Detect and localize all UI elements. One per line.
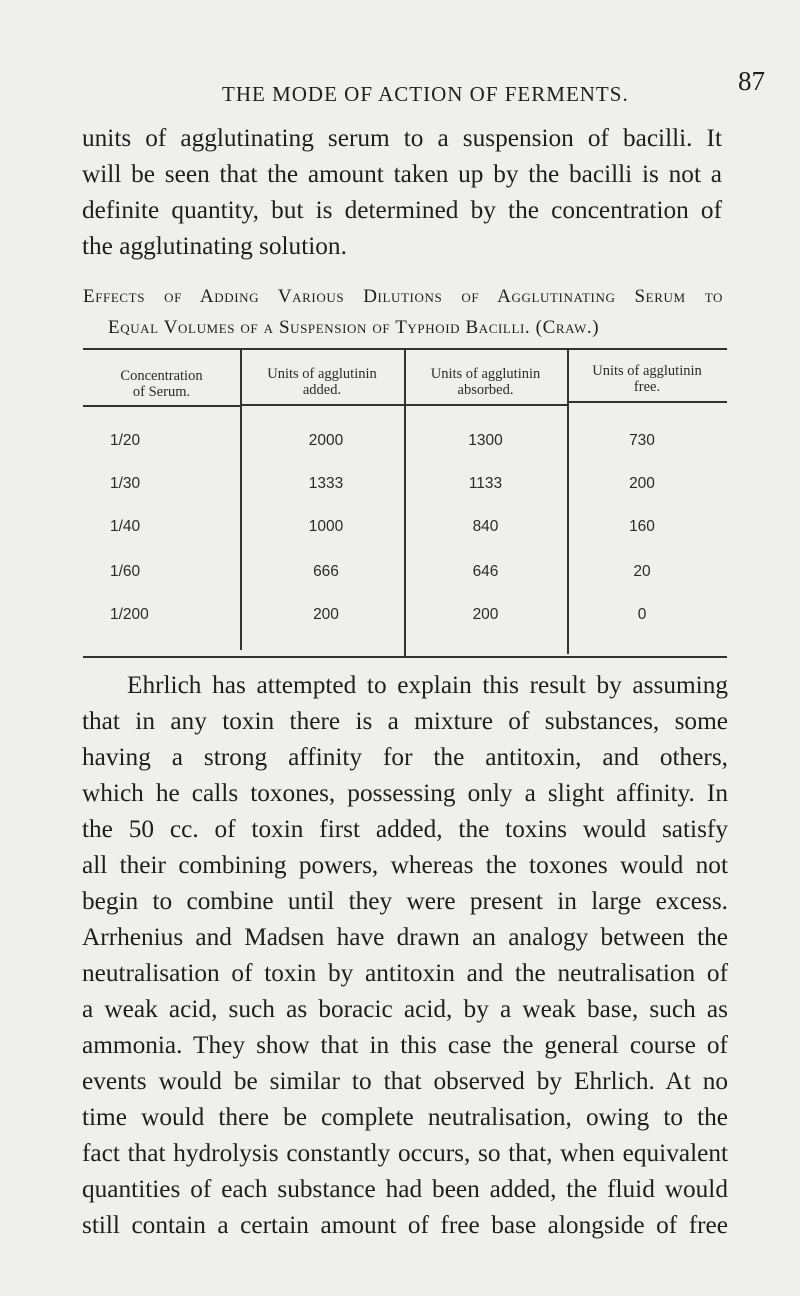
- table-cell: 160: [629, 518, 655, 535]
- column-header-concentration: [83, 368, 240, 400]
- column-header-absorbed: [404, 366, 567, 398]
- header-line: free.: [633, 379, 661, 395]
- header-line: Concentration: [120, 368, 203, 384]
- text-line: Arrhenius and Madsen have drawn an analogy between the: [82, 923, 728, 951]
- text-line: quantities of each substance had been added, the fluid would: [82, 1175, 728, 1203]
- header-rule: [567, 401, 727, 403]
- table-cell: 666: [313, 563, 339, 580]
- data-table: [83, 348, 727, 659]
- page-number: 87: [738, 66, 765, 96]
- table-cell: 200: [629, 475, 655, 492]
- header-rule: [240, 404, 404, 406]
- header-rule: [404, 404, 567, 406]
- text-line: which he calls toxones, possessing only a slight affinity. In: [82, 779, 728, 807]
- text-line: ammonia. They show that in this case the general course of: [82, 1031, 728, 1059]
- table-cell: 730: [629, 432, 655, 449]
- paragraph-1: [82, 120, 722, 264]
- header-line: added.: [302, 382, 342, 398]
- column-header-free: [567, 363, 727, 395]
- caption-line: Equal Volumes of a Suspension of Typhoid Bacilli. (Craw.): [108, 317, 600, 338]
- table-cell: 646: [472, 563, 499, 580]
- header-line: of Serum.: [132, 384, 191, 400]
- table-cell: 1133: [468, 475, 503, 492]
- table-caption: [83, 281, 723, 343]
- table-cell: 2000: [308, 432, 344, 449]
- caption-line: Effects of Adding Various Dilutions of Agglutinating Serum to: [83, 286, 723, 307]
- text-line: will be seen that the amount taken up by the bacilli is not a: [82, 160, 722, 188]
- paragraph-2: [82, 667, 728, 1243]
- column-header-added: [240, 366, 404, 398]
- text-line: the agglutinating solution.: [82, 232, 347, 260]
- text-line: events would be similar to that observed by Ehrlich. At no: [82, 1067, 728, 1095]
- table-cell: 1/20: [110, 432, 141, 449]
- text-line: definite quantity, but is determined by the concentration of: [82, 196, 722, 224]
- text-line: still contain a certain amount of free base alongside of free: [82, 1211, 728, 1239]
- table-cell: 1000: [308, 518, 344, 535]
- running-head: THE MODE OF ACTION OF FERMENTS.: [222, 82, 629, 106]
- text-line: the 50 cc. of toxin first added, the toxins would satisfy: [82, 815, 728, 843]
- header-line: Units of agglutinin: [430, 366, 541, 382]
- text-line: time would there be complete neutralisation, owing to the: [82, 1103, 728, 1131]
- text-line: having a strong affinity for the antitoxin, and others,: [82, 743, 728, 771]
- table-cell: 1/200: [110, 606, 149, 623]
- table-cell: 1333: [308, 475, 344, 492]
- text-line: Ehrlich has attempted to explain this result by assuming: [127, 671, 728, 699]
- table-cell: 1/60: [110, 563, 141, 580]
- table-cell: 1/40: [110, 518, 141, 535]
- table-cell: 1300: [468, 432, 503, 449]
- text-line: all their combining powers, whereas the toxones would not: [82, 851, 728, 879]
- header-line: Units of agglutinin: [592, 363, 702, 379]
- table-bottom-rule: [83, 656, 727, 658]
- text-line: that in any toxin there is a mixture of substances, some: [82, 707, 728, 735]
- text-line: begin to combine until they were present in large excess.: [82, 887, 728, 915]
- header-line: Units of agglutinin: [267, 366, 377, 382]
- header-line: absorbed.: [457, 382, 514, 398]
- table-cell: 200: [472, 606, 499, 623]
- table-cell: 20: [633, 563, 651, 580]
- table-cell: 840: [472, 518, 499, 535]
- table-cell: 1/30: [110, 475, 141, 492]
- table-cell: 0: [637, 606, 647, 623]
- text-line: a weak acid, such as boracic acid, by a weak base, such as: [82, 995, 728, 1023]
- header-rule: [83, 405, 240, 407]
- table-cell: 200: [313, 606, 339, 623]
- text-line: units of agglutinating serum to a suspension of bacilli. It: [82, 124, 722, 152]
- text-line: fact that hydrolysis constantly occurs, so that, when equivalent: [82, 1139, 728, 1167]
- text-line: neutralisation of toxin by antitoxin and the neutralisation of: [82, 959, 728, 987]
